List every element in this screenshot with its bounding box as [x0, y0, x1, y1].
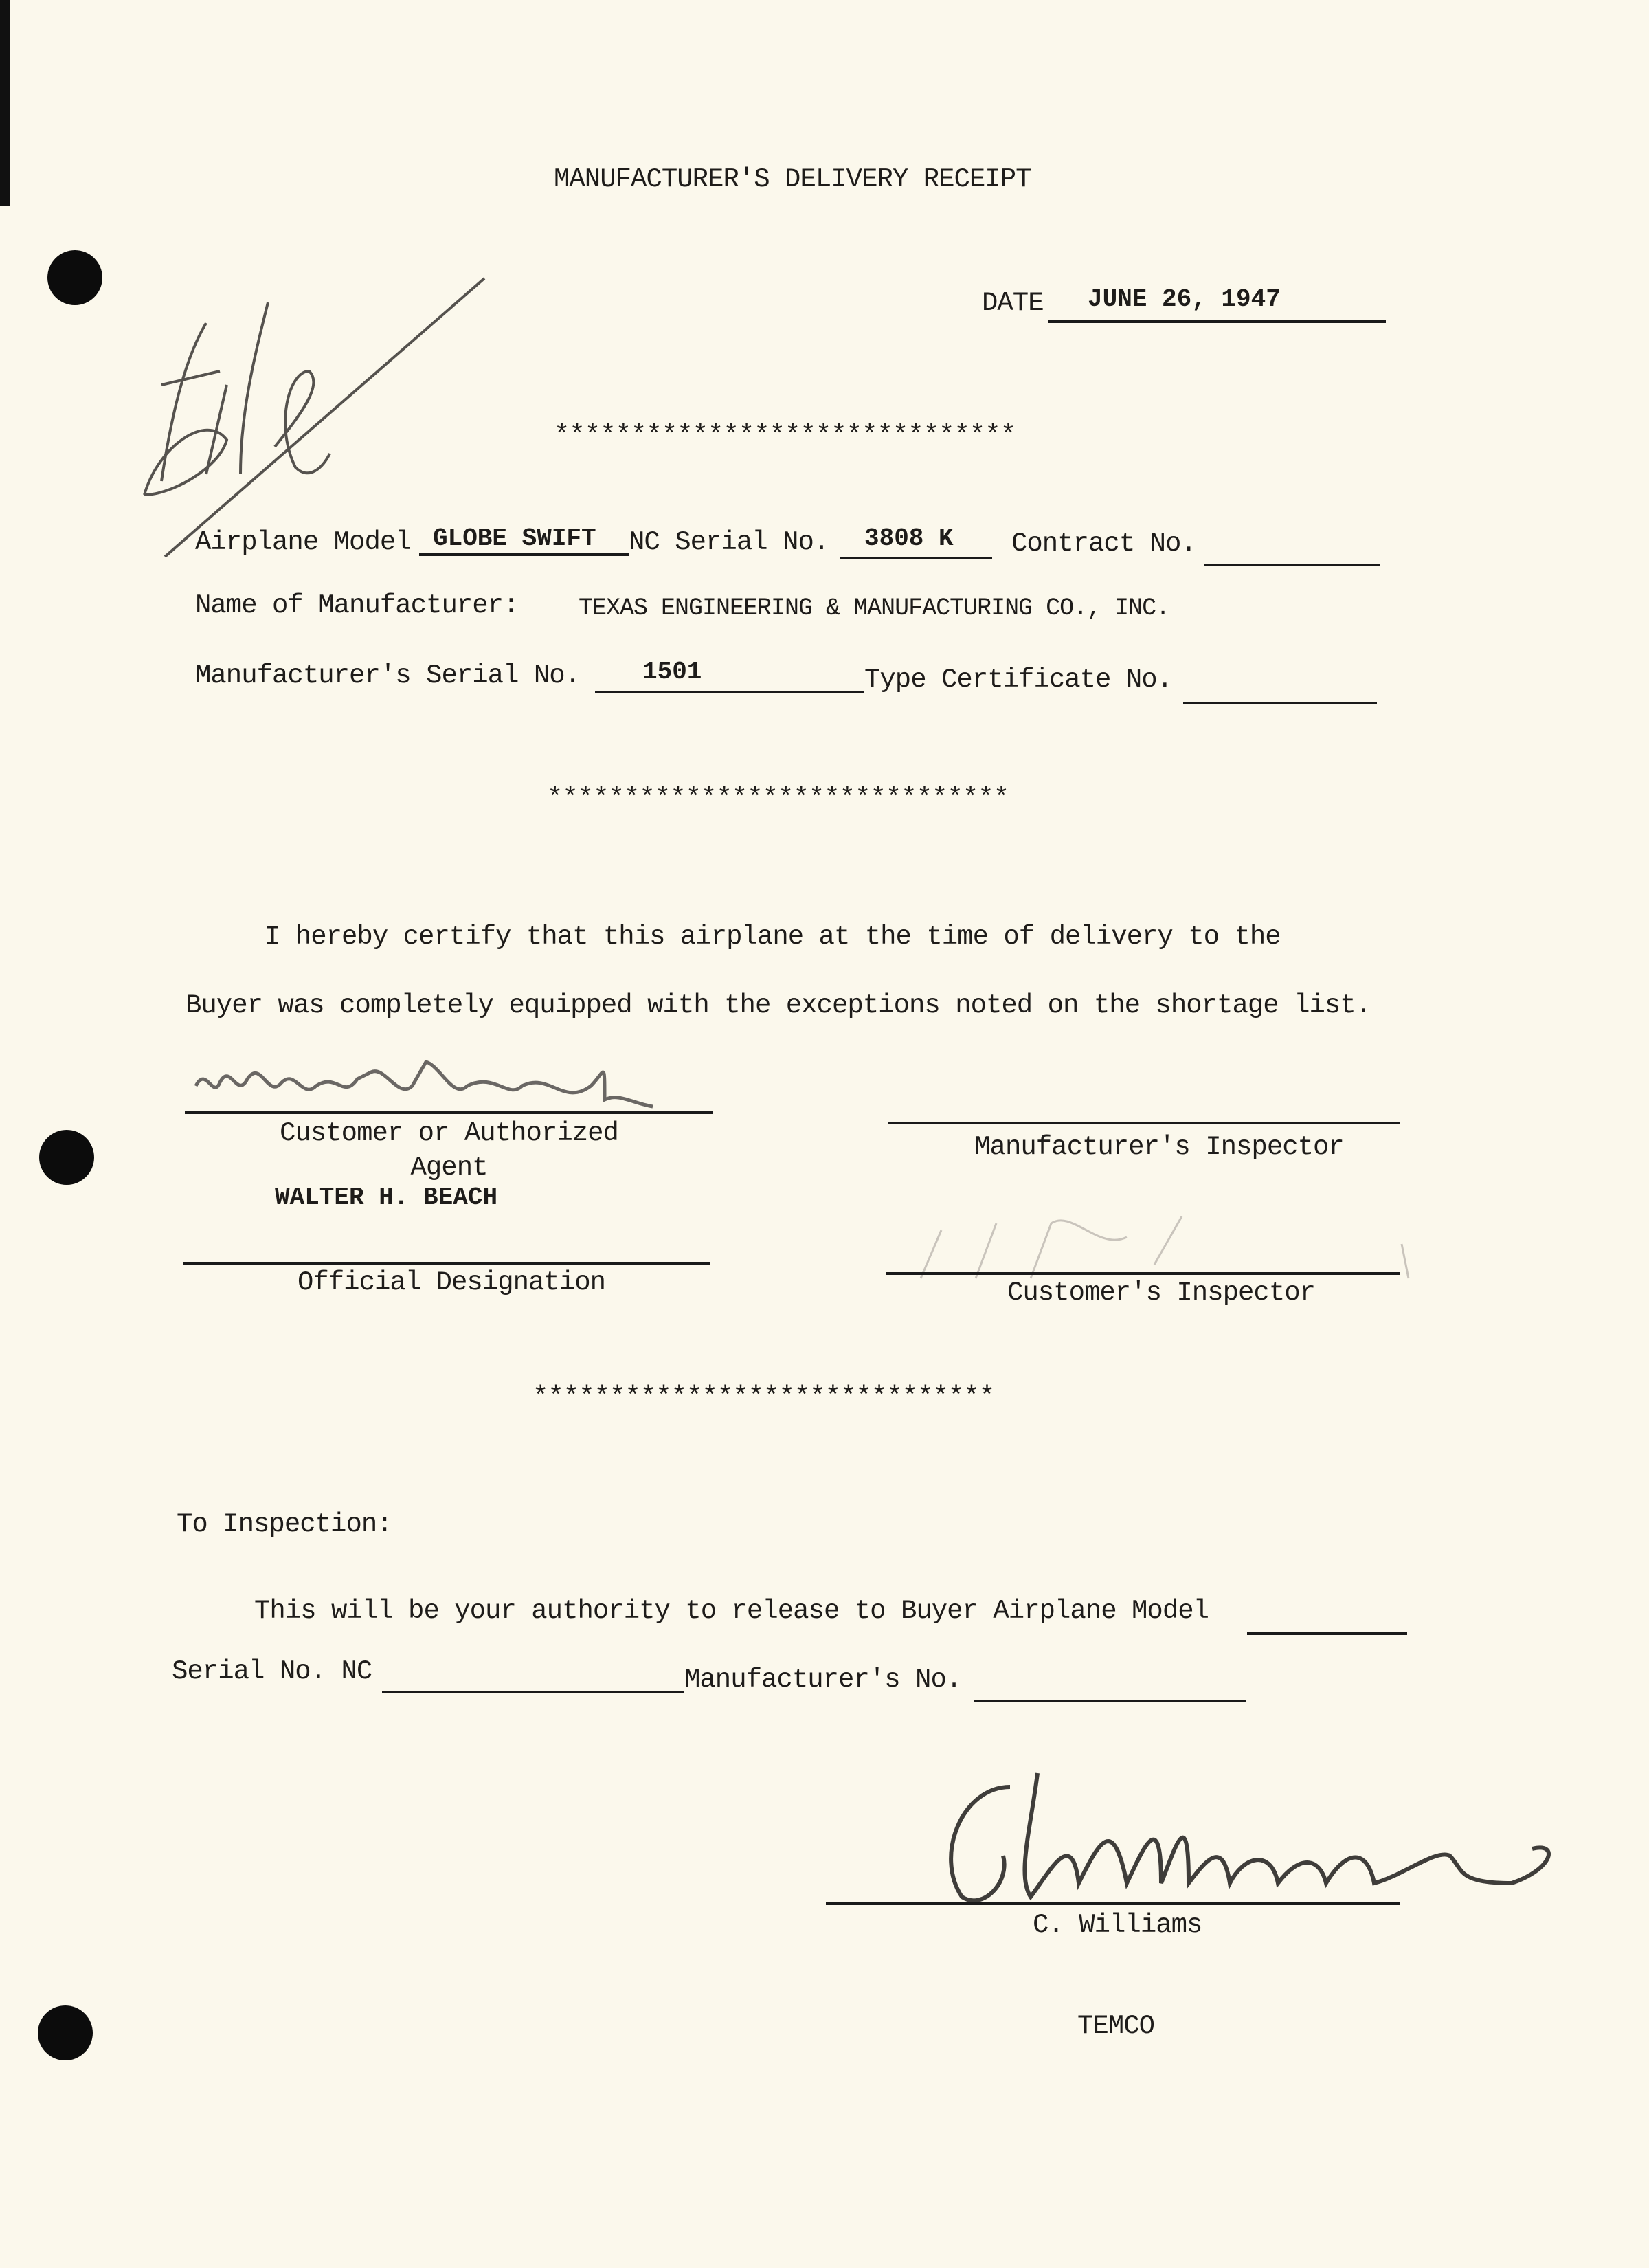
signer-signature-line — [826, 1902, 1400, 1905]
customer-signature — [196, 1062, 653, 1107]
manufacturer-value: TEXAS ENGINEERING & MANUFACTURING CO., INC. — [579, 594, 1170, 622]
contract-label: Contract No. — [1011, 529, 1196, 559]
release-model-underline — [1247, 1632, 1407, 1635]
contract-underline — [1204, 564, 1380, 566]
certification-line-2: Buyer was completely equipped with the exceptions noted on the shortage list. — [186, 990, 1371, 1021]
customer-label-2: Agent — [410, 1153, 488, 1183]
mfr-inspector-line — [888, 1122, 1400, 1124]
customer-inspector-label: Customer's Inspector — [1007, 1278, 1316, 1308]
type-certificate-label: Type Certificate No. — [864, 665, 1173, 695]
separator-3: ****************************** — [532, 1382, 995, 1412]
company-name: TEMCO — [1077, 2011, 1155, 2041]
date-value: JUNE 26, 1947 — [1088, 285, 1281, 313]
separator-2: ****************************** — [547, 783, 1009, 814]
release-serial-underline — [382, 1691, 684, 1693]
release-mfr-no-underline — [974, 1700, 1246, 1702]
separator-1: ****************************** — [554, 421, 1016, 451]
certification-line-1: I hereby certify that this airplane at the time of delivery to the — [265, 922, 1281, 952]
document-title: MANUFACTURER'S DELIVERY RECEIPT — [554, 164, 1031, 194]
mfr-serial-underline — [595, 691, 864, 693]
type-certificate-underline — [1183, 702, 1377, 704]
date-underline — [1048, 320, 1386, 323]
airplane-model-underline — [419, 553, 629, 556]
nc-serial-underline — [840, 557, 992, 559]
file-handwritten-note — [144, 278, 484, 557]
mfr-serial-value: 1501 — [642, 658, 702, 686]
customer-name: WALTER H. BEACH — [275, 1183, 498, 1212]
release-serial-label: Serial No. NC — [172, 1656, 372, 1687]
airplane-model-label: Airplane Model — [195, 527, 411, 557]
release-mfr-no-label: Manufacturer's No. — [684, 1665, 962, 1695]
williams-signature — [951, 1773, 1549, 1900]
release-line-1: This will be your authority to release to Buyer Airplane Model — [254, 1596, 1209, 1626]
official-designation-line — [183, 1262, 710, 1265]
official-designation-label: Official Designation — [297, 1267, 606, 1298]
customer-inspector-line — [886, 1272, 1400, 1275]
manufacturer-label: Name of Manufacturer: — [195, 590, 519, 621]
mfr-inspector-label: Manufacturer's Inspector — [974, 1132, 1344, 1162]
date-label: DATE — [982, 288, 1044, 318]
signer-name: C. Williams — [1033, 1910, 1202, 1940]
customer-label-1: Customer or Authorized — [280, 1118, 618, 1148]
customer-signature-line — [185, 1111, 713, 1114]
nc-serial-label: NC Serial No. — [629, 527, 829, 557]
nc-serial-value: 3808 K — [864, 524, 954, 553]
airplane-model-value: GLOBE SWIFT — [433, 524, 596, 553]
mfr-serial-label: Manufacturer's Serial No. — [195, 660, 581, 691]
inspector-faint-signature — [921, 1216, 1409, 1278]
release-heading: To Inspection: — [177, 1509, 392, 1539]
